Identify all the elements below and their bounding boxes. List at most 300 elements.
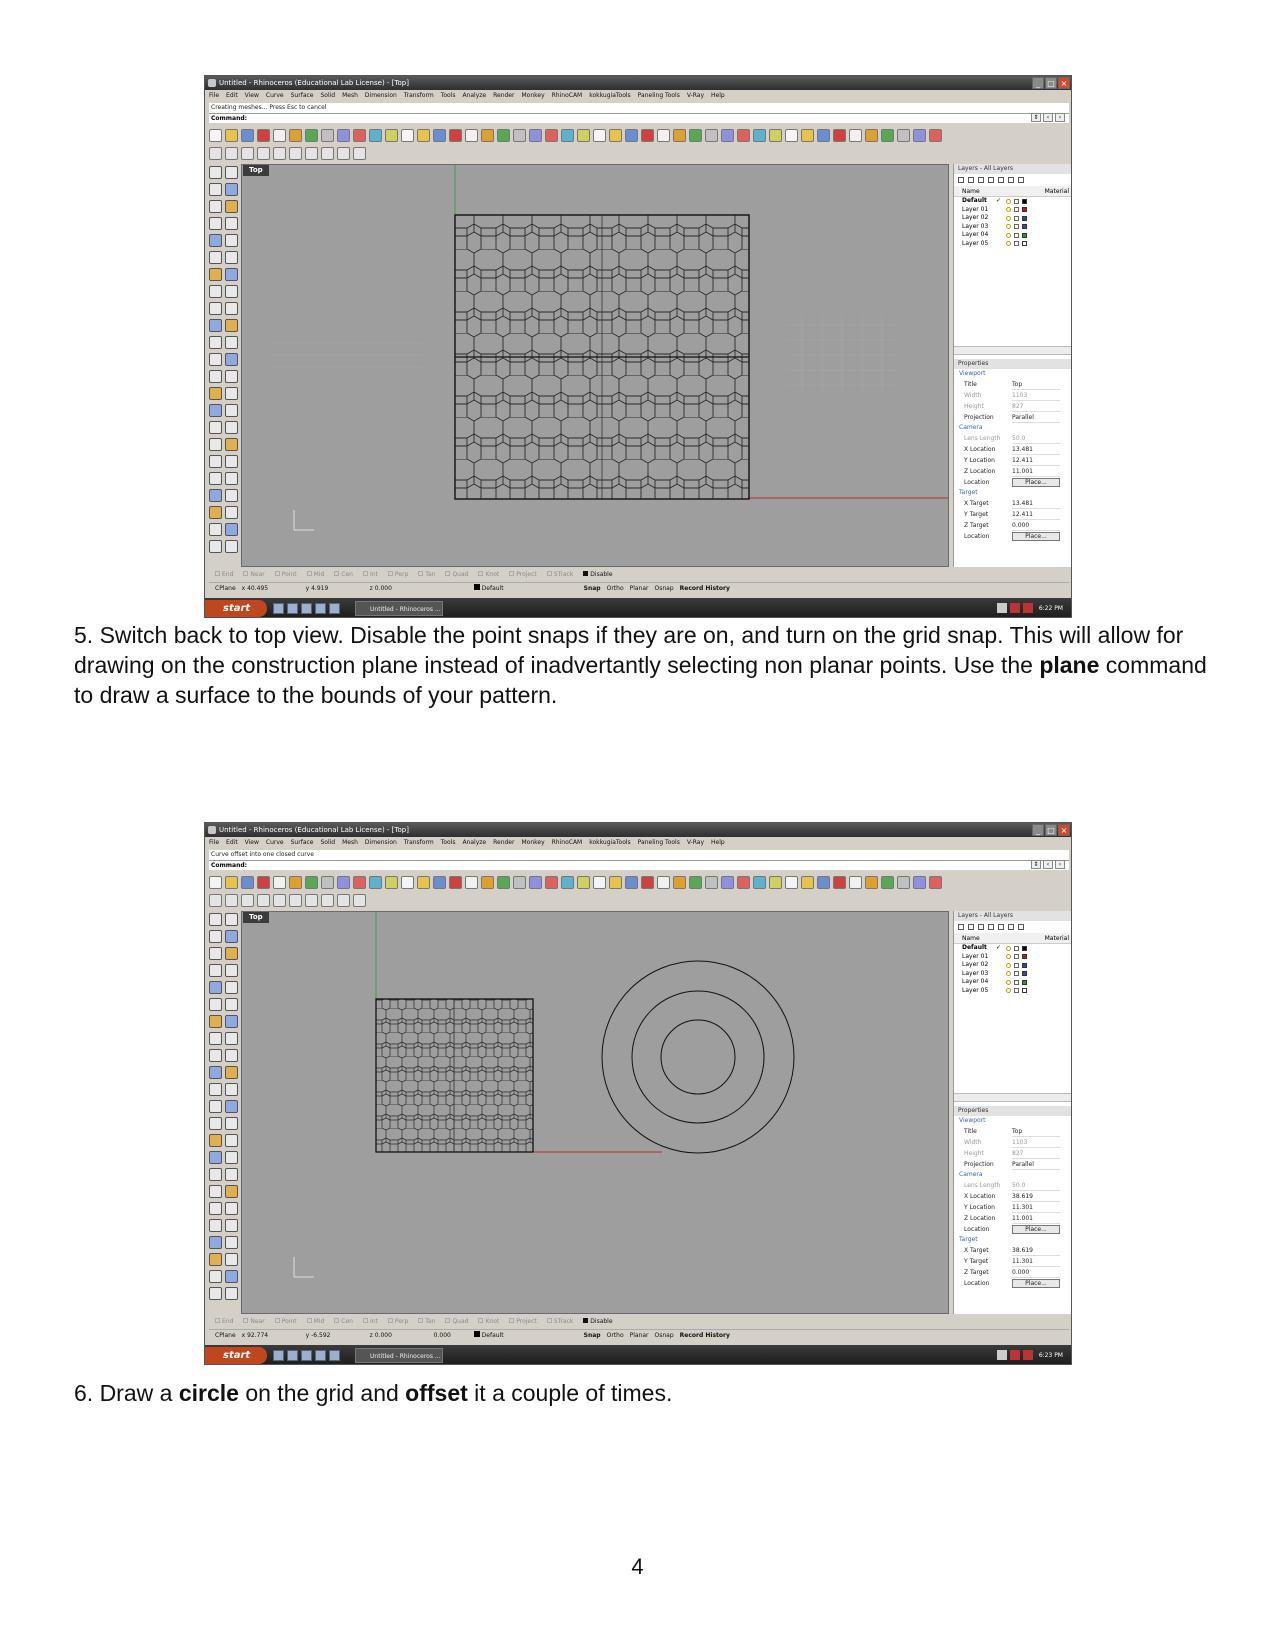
toolbar-tool-icon[interactable]	[417, 876, 430, 889]
toolbar-tool-icon[interactable]	[897, 876, 910, 889]
property-value[interactable]: Top	[1012, 379, 1060, 390]
toolbar-tool-icon[interactable]	[321, 129, 334, 142]
toolbar-tool-icon[interactable]	[625, 876, 638, 889]
toolbar-tool-icon[interactable]	[273, 876, 286, 889]
main-tool-icon[interactable]	[209, 166, 222, 179]
menu-curve[interactable]: Curve	[265, 839, 284, 846]
main-tool-icon[interactable]	[225, 404, 238, 417]
layer-lock-icon[interactable]	[1014, 216, 1019, 221]
main-tool-icon[interactable]	[225, 1287, 238, 1300]
menu-analyze[interactable]: Analyze	[462, 92, 487, 99]
status-record-history[interactable]: Record History	[679, 585, 730, 592]
toolbar-tool-icon[interactable]	[545, 876, 558, 889]
layers-scrollbar[interactable]	[954, 346, 1072, 355]
layers-scrollbar[interactable]	[954, 1093, 1072, 1102]
layer-visibility-bulb-icon[interactable]	[1006, 980, 1011, 985]
toolbar-tool-icon[interactable]	[561, 876, 574, 889]
main-tool-icon[interactable]	[225, 455, 238, 468]
layer-lock-icon[interactable]	[1014, 207, 1019, 212]
layer-row[interactable]	[954, 944, 1072, 953]
command-back-button[interactable]: ‹	[1043, 113, 1053, 122]
osnap-near-toggle[interactable]	[243, 569, 264, 581]
property-value[interactable]: 12.411	[1012, 509, 1060, 520]
toolbar-tool-icon[interactable]	[689, 876, 702, 889]
osnap-quad-toggle[interactable]	[445, 1316, 468, 1328]
status-ortho[interactable]: Ortho	[606, 585, 624, 592]
main-tool-icon[interactable]	[225, 1168, 238, 1181]
command-back-button[interactable]: ‹	[1043, 860, 1053, 869]
toolbar-tool-icon[interactable]	[529, 876, 542, 889]
main-tool-icon[interactable]	[225, 370, 238, 383]
main-tool-icon[interactable]	[209, 1270, 222, 1283]
toolbar-tool-icon[interactable]	[641, 876, 654, 889]
toolbar-tool-icon[interactable]	[673, 876, 686, 889]
layer-color-swatch[interactable]	[1022, 946, 1027, 951]
toolbar-tool-icon[interactable]	[401, 876, 414, 889]
toolbar-tool-icon[interactable]	[337, 876, 350, 889]
osnap-end-toggle[interactable]	[215, 569, 233, 581]
top-viewport[interactable]	[241, 164, 949, 567]
main-tool-icon[interactable]	[225, 489, 238, 502]
toolbar-tool-icon[interactable]	[257, 894, 270, 907]
properties-camera-section[interactable]: Camera	[959, 1171, 983, 1178]
main-tool-icon[interactable]	[225, 1219, 238, 1232]
close-button[interactable]: ×	[1058, 824, 1070, 836]
menu-dimension[interactable]: Dimension	[364, 839, 397, 846]
main-tool-icon[interactable]	[225, 1185, 238, 1198]
place-button[interactable]: Place...	[1012, 478, 1060, 487]
main-tool-icon[interactable]	[225, 285, 238, 298]
menu-edit[interactable]: Edit	[226, 839, 238, 846]
place-button[interactable]: Place...	[1012, 532, 1060, 541]
osnap-mid-toggle[interactable]	[307, 569, 325, 581]
status-planar[interactable]: Planar	[629, 1332, 649, 1339]
main-tool-icon[interactable]	[225, 1117, 238, 1130]
layer-color-swatch[interactable]	[1022, 199, 1027, 204]
layer-color-swatch[interactable]	[1022, 216, 1027, 221]
command-line[interactable]	[209, 860, 1069, 870]
toolbar-tool-icon[interactable]	[513, 876, 526, 889]
main-tool-icon[interactable]	[209, 1032, 222, 1045]
osnap-disable-toggle[interactable]	[583, 1316, 612, 1328]
main-tool-icon[interactable]	[209, 506, 222, 519]
main-tool-icon[interactable]	[209, 268, 222, 281]
layer-visibility-bulb-icon[interactable]	[1006, 971, 1011, 976]
layer-visibility-bulb-icon[interactable]	[1006, 199, 1011, 204]
menu-rhinocam[interactable]: RhinoCAM	[551, 839, 583, 846]
layer-row[interactable]	[954, 961, 1072, 970]
toolbar-tool-icon[interactable]	[369, 129, 382, 142]
toolbar-tool-icon[interactable]	[913, 876, 926, 889]
layer-lock-icon[interactable]	[1014, 946, 1019, 951]
osnap-knot-toggle[interactable]	[478, 1316, 499, 1328]
maximize-button[interactable]: □	[1045, 824, 1057, 836]
toolbar-tool-icon[interactable]	[465, 129, 478, 142]
main-tool-icon[interactable]	[209, 998, 222, 1011]
osnap-point-toggle[interactable]	[275, 1316, 297, 1328]
toolbar-tool-icon[interactable]	[257, 147, 270, 160]
main-tool-icon[interactable]	[209, 438, 222, 451]
toolbar-tool-icon[interactable]	[273, 894, 286, 907]
main-tool-icon[interactable]	[225, 930, 238, 943]
property-value[interactable]: 11.301	[1012, 1256, 1060, 1267]
toolbar-tool-icon[interactable]	[705, 129, 718, 142]
main-tool-icon[interactable]	[225, 1015, 238, 1028]
main-tool-icon[interactable]	[209, 472, 222, 485]
toolbar-tool-icon[interactable]	[577, 876, 590, 889]
toolbar-tool-icon[interactable]	[449, 129, 462, 142]
main-tool-icon[interactable]	[225, 217, 238, 230]
layer-color-swatch[interactable]	[1022, 980, 1027, 985]
toolbar-tool-icon[interactable]	[865, 876, 878, 889]
toolbar-tool-icon[interactable]	[657, 876, 670, 889]
maximize-button[interactable]: □	[1045, 77, 1057, 89]
toolbar-tool-icon[interactable]	[209, 876, 222, 889]
toolbar-tool-icon[interactable]	[593, 129, 606, 142]
layer-color-swatch[interactable]	[1022, 207, 1027, 212]
main-tool-icon[interactable]	[209, 540, 222, 553]
main-tool-icon[interactable]	[225, 523, 238, 536]
status-osnap[interactable]: Osnap	[654, 1332, 674, 1339]
toolbar-tool-icon[interactable]	[385, 129, 398, 142]
main-tool-icon[interactable]	[225, 251, 238, 264]
property-value[interactable]: Top	[1012, 1126, 1060, 1137]
main-tool-icon[interactable]	[225, 200, 238, 213]
toolbar-tool-icon[interactable]	[289, 147, 302, 160]
menu-rhinocam[interactable]: RhinoCAM	[551, 92, 583, 99]
main-tool-icon[interactable]	[209, 1219, 222, 1232]
layer-visibility-bulb-icon[interactable]	[1006, 207, 1011, 212]
main-tool-icon[interactable]	[225, 268, 238, 281]
menu-mesh[interactable]: Mesh	[342, 839, 358, 846]
osnap-tan-toggle[interactable]	[418, 569, 435, 581]
main-tool-icon[interactable]	[209, 1066, 222, 1079]
main-tool-icon[interactable]	[209, 913, 222, 926]
layer-lock-icon[interactable]	[1014, 233, 1019, 238]
base-circle[interactable]	[661, 1020, 735, 1094]
offset-circle-outer[interactable]	[602, 961, 794, 1153]
layer-visibility-bulb-icon[interactable]	[1006, 946, 1011, 951]
main-tool-icon[interactable]	[225, 1032, 238, 1045]
osnap-cen-toggle[interactable]	[334, 569, 353, 581]
main-tool-icon[interactable]	[209, 387, 222, 400]
layer-visibility-bulb-icon[interactable]	[1006, 988, 1011, 993]
layer-visibility-bulb-icon[interactable]	[1006, 954, 1011, 959]
toolbar-tool-icon[interactable]	[513, 129, 526, 142]
toolbar-tool-icon[interactable]	[209, 147, 222, 160]
menu-tools[interactable]: Tools	[440, 92, 456, 99]
minimize-button[interactable]: _	[1032, 824, 1044, 836]
toolbar-tool-icon[interactable]	[401, 129, 414, 142]
start-button[interactable]: start	[205, 600, 267, 617]
property-value[interactable]: Parallel	[1012, 1159, 1060, 1170]
menu-monkey[interactable]: Monkey	[521, 92, 545, 99]
offset-circle-middle[interactable]	[632, 991, 764, 1123]
main-tool-icon[interactable]	[225, 302, 238, 315]
property-value[interactable]: 38.619	[1012, 1191, 1060, 1202]
main-tool-icon[interactable]	[209, 947, 222, 960]
status-osnap[interactable]: Osnap	[654, 585, 674, 592]
toolbar-tool-icon[interactable]	[673, 129, 686, 142]
toolbar-tool-icon[interactable]	[769, 129, 782, 142]
layer-lock-icon[interactable]	[1014, 971, 1019, 976]
toolbar-tool-icon[interactable]	[849, 876, 862, 889]
menu-surface[interactable]: Surface	[290, 92, 314, 99]
toolbar-tool-icon[interactable]	[881, 129, 894, 142]
toolbar-tool-icon[interactable]	[737, 876, 750, 889]
toolbar-tool-icon[interactable]	[833, 876, 846, 889]
layer-lock-icon[interactable]	[1014, 199, 1019, 204]
toolbar-tool-icon[interactable]	[465, 876, 478, 889]
layer-visibility-bulb-icon[interactable]	[1006, 224, 1011, 229]
main-tool-icon[interactable]	[209, 251, 222, 264]
main-tool-icon[interactable]	[209, 489, 222, 502]
osnap-knot-toggle[interactable]	[478, 569, 499, 581]
toolbar-tool-icon[interactable]	[449, 876, 462, 889]
osnap-int-toggle[interactable]	[363, 569, 378, 581]
status-cplane[interactable]: CPlane	[215, 1332, 236, 1339]
main-tool-icon[interactable]	[209, 421, 222, 434]
toolbar-tool-icon[interactable]	[225, 129, 238, 142]
toolbar-tool-icon[interactable]	[833, 129, 846, 142]
toolbar-tool-icon[interactable]	[593, 876, 606, 889]
osnap-mid-toggle[interactable]	[307, 1316, 325, 1328]
property-value[interactable]: 38.619	[1012, 1245, 1060, 1256]
main-tool-icon[interactable]	[225, 506, 238, 519]
menu-file[interactable]: File	[209, 92, 220, 99]
osnap-end-toggle[interactable]	[215, 1316, 233, 1328]
toolbar-tool-icon[interactable]	[305, 894, 318, 907]
toolbar-tool-icon[interactable]	[369, 876, 382, 889]
toolbar-tool-icon[interactable]	[609, 876, 622, 889]
property-value[interactable]: 0.000	[1012, 1267, 1060, 1278]
osnap-disable-toggle[interactable]	[583, 569, 612, 581]
layer-row[interactable]	[954, 978, 1072, 987]
status-layer[interactable]	[468, 1330, 576, 1341]
main-tool-icon[interactable]	[209, 1015, 222, 1028]
main-tool-icon[interactable]	[209, 1083, 222, 1096]
place-button[interactable]: Place...	[1012, 1225, 1060, 1234]
layer-lock-icon[interactable]	[1014, 980, 1019, 985]
menu-surface[interactable]: Surface	[290, 839, 314, 846]
toolbar-tool-icon[interactable]	[241, 147, 254, 160]
layer-lock-icon[interactable]	[1014, 963, 1019, 968]
menu-transform[interactable]: Transform	[403, 92, 434, 99]
main-tool-icon[interactable]	[209, 217, 222, 230]
toolbar-tool-icon[interactable]	[769, 876, 782, 889]
main-tool-icon[interactable]	[225, 1100, 238, 1113]
main-tool-icon[interactable]	[209, 353, 222, 366]
toolbar-tool-icon[interactable]	[881, 876, 894, 889]
main-tool-icon[interactable]	[209, 234, 222, 247]
status-snap[interactable]: Snap	[583, 1332, 601, 1339]
toolbar-tool-icon[interactable]	[241, 129, 254, 142]
toolbar-tool-icon[interactable]	[417, 129, 430, 142]
menu-tools[interactable]: Tools	[440, 839, 456, 846]
toolbar-tool-icon[interactable]	[497, 876, 510, 889]
toolbar-tool-icon[interactable]	[929, 129, 942, 142]
toolbar-tool-icon[interactable]	[353, 894, 366, 907]
menu-view[interactable]: View	[244, 92, 259, 99]
main-tool-icon[interactable]	[209, 1151, 222, 1164]
layer-color-swatch[interactable]	[1022, 241, 1027, 246]
toolbar-tool-icon[interactable]	[433, 876, 446, 889]
toolbar-tool-icon[interactable]	[753, 129, 766, 142]
property-value[interactable]: 13.481	[1012, 498, 1060, 509]
main-tool-icon[interactable]	[225, 964, 238, 977]
main-tool-icon[interactable]	[225, 1134, 238, 1147]
main-tool-icon[interactable]	[225, 234, 238, 247]
osnap-near-toggle[interactable]	[243, 1316, 264, 1328]
toolbar-tool-icon[interactable]	[337, 894, 350, 907]
toolbar-tool-icon[interactable]	[257, 129, 270, 142]
osnap-perp-toggle[interactable]	[388, 1316, 408, 1328]
toolbar-tool-icon[interactable]	[785, 129, 798, 142]
menu-solid[interactable]: Solid	[320, 92, 336, 99]
menu-kokkugiatools[interactable]: kokkugiaTools	[589, 92, 631, 99]
main-tool-icon[interactable]	[225, 1236, 238, 1249]
viewport-tab-top[interactable]: Top	[243, 912, 269, 923]
toolbar-tool-icon[interactable]	[353, 147, 366, 160]
toolbar-tool-icon[interactable]	[225, 147, 238, 160]
command-line[interactable]	[209, 113, 1069, 123]
minimize-button[interactable]: _	[1032, 77, 1044, 89]
toolbar-tool-icon[interactable]	[481, 876, 494, 889]
toolbar-tool-icon[interactable]	[561, 129, 574, 142]
main-tool-icon[interactable]	[209, 1117, 222, 1130]
toolbar-tool-icon[interactable]	[817, 876, 830, 889]
toolbar-tool-icon[interactable]	[625, 129, 638, 142]
osnap-perp-toggle[interactable]	[388, 569, 408, 581]
main-tool-icon[interactable]	[225, 472, 238, 485]
toolbar-tool-icon[interactable]	[289, 894, 302, 907]
toolbar-tool-icon[interactable]	[289, 876, 302, 889]
main-tool-icon[interactable]	[225, 540, 238, 553]
taskbar-rhino-item[interactable]: Untitled - Rhinoceros ...	[355, 601, 443, 616]
toolbar-tool-icon[interactable]	[433, 129, 446, 142]
toolbar-tool-icon[interactable]	[337, 129, 350, 142]
toolbar-tool-icon[interactable]	[641, 129, 654, 142]
main-tool-icon[interactable]	[209, 930, 222, 943]
toolbar-tool-icon[interactable]	[865, 129, 878, 142]
main-tool-icon[interactable]	[225, 1066, 238, 1079]
toolbar-tool-icon[interactable]	[609, 129, 622, 142]
property-value[interactable]: 11.001	[1012, 466, 1060, 477]
main-tool-icon[interactable]	[225, 1151, 238, 1164]
main-tool-icon[interactable]	[225, 1083, 238, 1096]
toolbar-tool-icon[interactable]	[721, 129, 734, 142]
properties-camera-section[interactable]: Camera	[959, 424, 983, 431]
layer-row[interactable]	[954, 214, 1072, 223]
layer-row[interactable]	[954, 223, 1072, 232]
properties-target-section[interactable]: Target	[959, 1236, 978, 1243]
main-tool-icon[interactable]	[225, 319, 238, 332]
toolbar-tool-icon[interactable]	[929, 876, 942, 889]
main-tool-icon[interactable]	[225, 981, 238, 994]
close-button[interactable]: ×	[1058, 77, 1070, 89]
properties-target-section[interactable]: Target	[959, 489, 978, 496]
command-forward-button[interactable]: ›	[1055, 860, 1065, 869]
toolbar-tool-icon[interactable]	[225, 894, 238, 907]
property-value[interactable]: 13.481	[1012, 444, 1060, 455]
command-options-button[interactable]: ⇕	[1031, 860, 1041, 869]
command-options-button[interactable]: ⇕	[1031, 113, 1041, 122]
toolbar-tool-icon[interactable]	[801, 876, 814, 889]
layer-row[interactable]	[954, 206, 1072, 215]
layer-visibility-bulb-icon[interactable]	[1006, 216, 1011, 221]
main-tool-icon[interactable]	[209, 1202, 222, 1215]
main-tool-icon[interactable]	[225, 1253, 238, 1266]
status-planar[interactable]: Planar	[629, 585, 649, 592]
status-ortho[interactable]: Ortho	[606, 1332, 624, 1339]
status-snap[interactable]: Snap	[583, 585, 601, 592]
main-tool-icon[interactable]	[209, 319, 222, 332]
menu-paneling-tools[interactable]: Paneling Tools	[637, 92, 680, 99]
toolbar-tool-icon[interactable]	[209, 894, 222, 907]
toolbar-tool-icon[interactable]	[321, 147, 334, 160]
layer-lock-icon[interactable]	[1014, 224, 1019, 229]
properties-viewport-section[interactable]: Viewport	[959, 370, 986, 377]
toolbar-tool-icon[interactable]	[321, 876, 334, 889]
property-value[interactable]: 12.411	[1012, 455, 1060, 466]
layer-color-swatch[interactable]	[1022, 954, 1027, 959]
main-tool-icon[interactable]	[225, 1049, 238, 1062]
layer-color-swatch[interactable]	[1022, 963, 1027, 968]
toolbar-tool-icon[interactable]	[849, 129, 862, 142]
toolbar-tool-icon[interactable]	[801, 129, 814, 142]
toolbar-tool-icon[interactable]	[721, 876, 734, 889]
main-tool-icon[interactable]	[209, 523, 222, 536]
layer-row[interactable]	[954, 231, 1072, 240]
main-tool-icon[interactable]	[225, 913, 238, 926]
command-forward-button[interactable]: ›	[1055, 113, 1065, 122]
menu-view[interactable]: View	[244, 839, 259, 846]
taskbar-rhino-item[interactable]: Untitled - Rhinoceros ...	[355, 1348, 443, 1363]
menu-render[interactable]: Render	[493, 839, 515, 846]
main-tool-icon[interactable]	[209, 1100, 222, 1113]
main-tool-icon[interactable]	[225, 421, 238, 434]
main-tool-icon[interactable]	[225, 166, 238, 179]
main-tool-icon[interactable]	[209, 183, 222, 196]
main-tool-icon[interactable]	[209, 1253, 222, 1266]
start-button[interactable]: start	[205, 1347, 267, 1364]
menu-v-ray[interactable]: V-Ray	[686, 92, 705, 99]
layer-visibility-bulb-icon[interactable]	[1006, 963, 1011, 968]
toolbar-tool-icon[interactable]	[897, 129, 910, 142]
status-record-history[interactable]: Record History	[679, 1332, 730, 1339]
toolbar-tool-icon[interactable]	[753, 876, 766, 889]
toolbar-tool-icon[interactable]	[273, 129, 286, 142]
main-tool-icon[interactable]	[225, 947, 238, 960]
menu-render[interactable]: Render	[493, 92, 515, 99]
main-tool-icon[interactable]	[225, 336, 238, 349]
layer-color-swatch[interactable]	[1022, 233, 1027, 238]
main-tool-icon[interactable]	[209, 1049, 222, 1062]
main-tool-icon[interactable]	[209, 1168, 222, 1181]
toolbar-tool-icon[interactable]	[225, 876, 238, 889]
viewport-tab-top[interactable]: Top	[243, 165, 269, 176]
toolbar-tool-icon[interactable]	[529, 129, 542, 142]
main-tool-icon[interactable]	[225, 438, 238, 451]
menu-paneling-tools[interactable]: Paneling Tools	[637, 839, 680, 846]
toolbar-tool-icon[interactable]	[241, 894, 254, 907]
menu-help[interactable]: Help	[711, 839, 725, 846]
toolbar-tool-icon[interactable]	[785, 876, 798, 889]
toolbar-tool-icon[interactable]	[241, 876, 254, 889]
main-tool-icon[interactable]	[225, 1202, 238, 1215]
place-button[interactable]: Place...	[1012, 1279, 1060, 1288]
layer-color-swatch[interactable]	[1022, 988, 1027, 993]
